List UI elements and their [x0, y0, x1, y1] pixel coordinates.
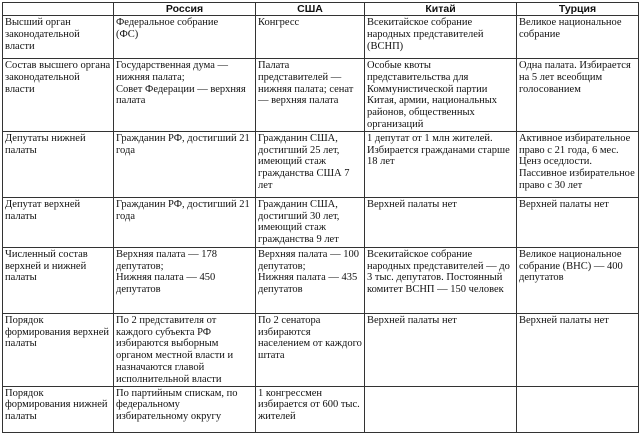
cell-china	[365, 313, 517, 386]
comparison-table	[2, 2, 639, 433]
cell-turkey	[517, 247, 639, 313]
cell-text: Депутаты нижней палаты	[5, 132, 86, 156]
cell-russia	[114, 59, 256, 132]
cell-china	[365, 16, 517, 59]
cell-china	[365, 386, 517, 432]
table-row	[3, 131, 639, 197]
cell-text: Гражданин РФ, достигший 21 года	[116, 132, 250, 156]
cell-china	[365, 197, 517, 247]
cell-label	[3, 386, 114, 432]
cell-text: По 2 сенатора избираются населением от каждого штата	[258, 314, 362, 362]
cell-text: Верхней палаты нет	[519, 314, 609, 326]
cell-text: Гражданин РФ, достигший 21 года	[116, 198, 250, 222]
cell-text: Одна палата. Избирается на 5 лет всеобщим голосованием	[519, 60, 631, 95]
cell-text: Конгресс	[258, 17, 300, 28]
table-row	[3, 59, 639, 132]
cell-usa	[256, 386, 365, 432]
cell-text: Гражданин США, достигший 25 лет, имеющий стаж гражданства США 7 лет	[258, 132, 350, 191]
cell-russia	[114, 247, 256, 313]
cell-text: Активное избирательное право с 21 года, 6 мес. Ценз оседлости. Пассивное избирательное право с 30 лет	[519, 132, 635, 191]
cell-text: Великое национальное собрание (ВНС) — 400 депутатов	[519, 248, 623, 284]
cell-turkey	[517, 16, 639, 59]
cell-text: По партийным спискам, по федеральному избирательному округу	[116, 387, 238, 423]
cell-usa	[256, 247, 365, 313]
cell-text: Верхней палаты нет	[367, 314, 457, 326]
cell-text: Палата представителей — нижняя палата; сенат — верхняя палата	[258, 60, 354, 107]
cell-text: Верхней палаты нет	[367, 198, 457, 210]
cell-text: Всекитайское собрание народных представителей — до 3 тыс. депутатов. Постоянный комитет ВСНП — 150 человек	[367, 248, 510, 296]
table-row	[3, 197, 639, 247]
cell-china	[365, 59, 517, 132]
cell-text: Всекитайское собрание народных представителей (ВСНП)	[367, 17, 484, 52]
cell-text: По 2 представителя от каждого субъекта РФ избираются выборным органом местной власти и назначаются главой исполнительной власти	[116, 314, 234, 385]
header-turkey: Турция	[517, 3, 639, 16]
cell-turkey	[517, 197, 639, 247]
cell-turkey	[517, 313, 639, 386]
cell-text: Порядок формирования нижней палаты	[5, 387, 108, 423]
header-russia: Россия	[114, 3, 256, 16]
cell-label	[3, 131, 114, 197]
cell-label	[3, 16, 114, 59]
table-row	[3, 313, 639, 386]
cell-turkey	[517, 59, 639, 132]
cell-turkey	[517, 386, 639, 432]
cell-usa	[256, 16, 365, 59]
table-row	[3, 386, 639, 432]
cell-text: Порядок формирования верхней палаты	[5, 314, 110, 350]
cell-text: Высший орган законодательной власти	[5, 17, 80, 52]
cell-china	[365, 131, 517, 197]
table-body	[3, 16, 639, 433]
cell-label	[3, 59, 114, 132]
cell-text: Особые квоты представительства для Коммунистической партии Китая, армии, национальных районов, общественных организаций	[367, 60, 498, 130]
header-row	[3, 3, 639, 16]
header-usa: США	[256, 3, 365, 16]
cell-label	[3, 197, 114, 247]
cell-text: Федеральное собрание (ФС)	[116, 17, 219, 40]
cell-turkey	[517, 131, 639, 197]
cell-russia	[114, 313, 256, 386]
cell-usa	[256, 197, 365, 247]
cell-china	[365, 247, 517, 313]
cell-russia	[114, 386, 256, 432]
cell-text: Численный состав верхней и нижней палаты	[5, 248, 88, 284]
cell-text: 1 депутат от 1 млн жителей. Избирается гражданами старше 18 лет	[367, 132, 510, 168]
cell-text: Великое национальное собрание	[519, 17, 622, 40]
table-row	[3, 16, 639, 59]
cell-text: Верхняя палата — 100 депутатов; Нижняя палата — 435 депутатов	[258, 248, 359, 296]
cell-label	[3, 313, 114, 386]
cell-text: Государственная дума — нижняя палата; Совет Федерации — верхняя палата	[116, 60, 246, 107]
cell-label	[3, 247, 114, 313]
cell-usa	[256, 131, 365, 197]
header-corner	[3, 3, 114, 16]
cell-text: Гражданин США, достигший 30 лет, имеющий стаж гражданства 9 лет	[258, 198, 340, 246]
table-row	[3, 247, 639, 313]
cell-russia	[114, 131, 256, 197]
cell-russia	[114, 197, 256, 247]
header-china: Китай	[365, 3, 517, 16]
cell-text: Состав высшего органа законодательной власти	[5, 60, 111, 95]
cell-text: Верхней палаты нет	[519, 198, 609, 210]
cell-text: Депутат верхней палаты	[5, 198, 81, 222]
cell-russia	[114, 16, 256, 59]
cell-usa	[256, 59, 365, 132]
cell-text: Верхняя палата — 178 депутатов; Нижняя палата — 450 депутатов	[116, 248, 217, 296]
cell-text: 1 конгрессмен избирается от 600 тыс. жителей	[258, 387, 360, 423]
cell-usa	[256, 313, 365, 386]
